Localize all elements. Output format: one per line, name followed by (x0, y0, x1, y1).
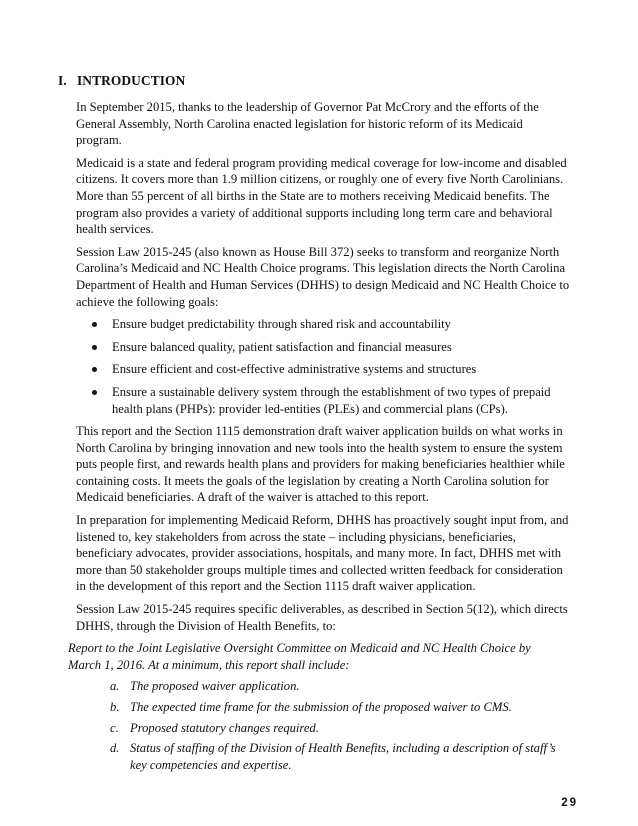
page-number: 29 (561, 797, 578, 809)
bullet-icon (92, 390, 97, 395)
paragraph: Session Law 2015-245 (also known as House Bill 372) seeks to transform and reorganize North Carolina’s Medicaid and NC Health Choice programs. This legislation directs the North Carolina Department of Health and Human Services (DHHS) to design Medicaid and NC Health Choice to achieve the following goals: (76, 244, 570, 309)
deliverables-list (68, 678, 558, 773)
goal-item: Ensure a sustainable delivery system through the establishment of two types of prepaid health plans (PHPs): provider led-entities (PLEs) and commercial plans (CPs). (76, 384, 571, 417)
bullet-icon (92, 322, 97, 327)
section-body (68, 99, 571, 779)
goal-item: Ensure budget predictability through shared risk and accountability (76, 316, 571, 333)
deliverable-item: d. Status of staffing of the Division of Health Benefits, including a description of staff’s key competencies and expertise. (110, 741, 556, 772)
paragraph: Session Law 2015-245 requires specific deliverables, as described in Section 5(12), which directs DHHS, through the Division of Health Benefits, to: (76, 602, 568, 633)
bullet-icon (92, 367, 97, 372)
deliverable-item: c. Proposed statutory changes required. (110, 720, 319, 735)
goal-item: Ensure efficient and cost-effective administrative systems and structures (76, 361, 571, 378)
paragraph: In preparation for implementing Medicaid Reform, DHHS has proactively sought input from, and listened to, key stakeholders from across the state – including physicians, beneficiaries, beneficiary advocates, provider associations, hospitals, and many more. In fact, DHHS met with more than 50 stakeholder groups multiple times and collected written feedback for consideration in the development of this report and the Section 1115 draft waiver application. (76, 513, 569, 594)
paragraph: In September 2015, thanks to the leadership of Governor Pat McCrory and the efforts of the General Assembly, North Carolina enacted legislation for historic reform of its Medicaid program. (76, 100, 539, 148)
deliverable-item: b. The expected time frame for the submission of the proposed waiver to CMS. (110, 700, 512, 714)
quote-intro: Report to the Joint Legislative Oversight Committee on Medicaid and NC Health Choice by March 1, 2016. At a minimum, this report shall include: (68, 641, 531, 672)
section-number: I. (58, 73, 67, 88)
section-heading (58, 73, 185, 89)
goal-item: Ensure balanced quality, patient satisfaction and financial measures (76, 339, 571, 356)
goals-list (76, 316, 571, 417)
section-title: INTRODUCTION (77, 73, 186, 88)
paragraph: This report and the Section 1115 demonstration draft waiver application builds on what works in North Carolina by bringing innovation and new tools into the health system to ensure the system puts people first, and rewards health plans and providers for making beneficiaries healthier while containing costs. It meets the goals of the legislation by creating a North Carolina solution for Medicaid beneficiaries. A draft of the waiver is attached to this report. (76, 424, 565, 505)
bullet-icon (92, 345, 97, 350)
legislation-quote (68, 640, 558, 773)
paragraph: Medicaid is a state and federal program providing medical coverage for low-income and disabled citizens. It covers more than 1.9 million citizens, or roughly one of every five North Carolinians. More than 55 percent of all births in the State are to mothers receiving Medicaid benefits. The program also provides a variety of additional supports including long term care and behavioral health services. (76, 155, 567, 237)
deliverable-item: a. The proposed waiver application. (110, 679, 300, 694)
